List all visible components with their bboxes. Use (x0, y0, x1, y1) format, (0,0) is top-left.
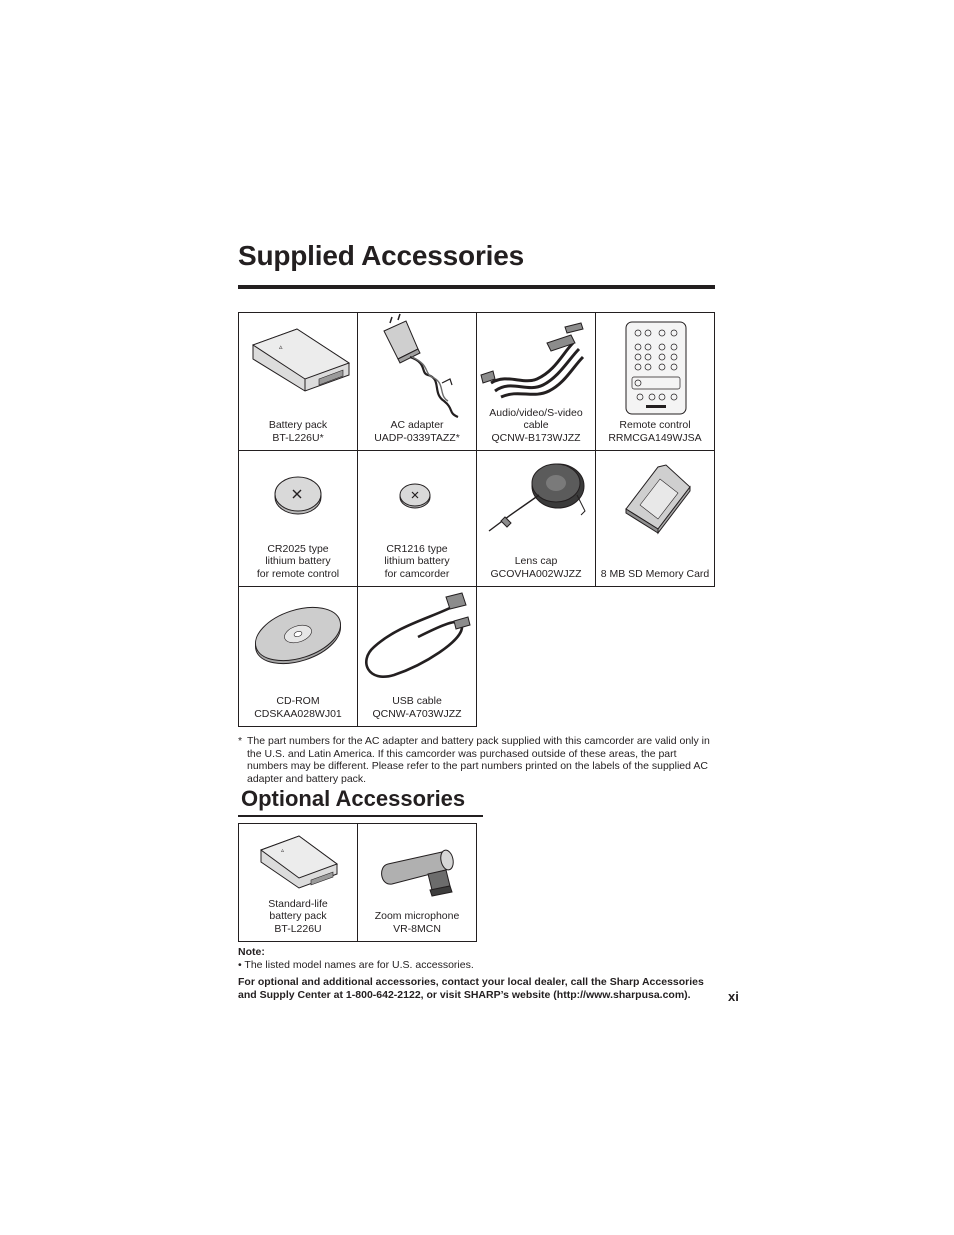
accessory-cell-ac-adapter (358, 313, 477, 451)
supplied-accessories-grid (238, 312, 715, 727)
accessory-cell-battery-pack (239, 313, 358, 451)
accessory-caption: Lens cap GCOVHA002WJZZ (490, 555, 582, 580)
accessory-caption: 8 MB SD Memory Card (600, 567, 710, 580)
cd-rom-illustration (239, 587, 357, 682)
optional-title-rule (238, 815, 483, 817)
coin-battery-large-illustration (239, 451, 357, 531)
svg-text:▵: ▵ (279, 344, 283, 351)
note-label: Note: (238, 946, 265, 958)
page-number: xi (728, 989, 739, 1004)
footnote-marker: * (238, 735, 243, 747)
accessory-cell-cr1216-battery (358, 451, 477, 587)
usb-cable-illustration (358, 587, 476, 692)
accessory-cell-av-cable (477, 313, 596, 451)
page-title: Supplied Accessories (238, 240, 524, 271)
battery-pack-illustration (239, 824, 357, 904)
accessory-caption: AC adapter UADP-0339TAZZ* (374, 419, 460, 444)
accessory-cell-zoom-microphone (358, 824, 477, 942)
ac-adapter-illustration (358, 313, 476, 423)
accessory-cell-standard-battery (239, 824, 358, 942)
accessory-caption: CD-ROM CDSKAA028WJ01 (254, 695, 342, 720)
lens-cap-illustration (477, 451, 595, 546)
accessory-caption: Battery pack BT-L226U* (268, 419, 328, 444)
accessory-caption: CR2025 type lithium battery for remote control (256, 542, 340, 580)
battery-pack-illustration (239, 313, 357, 408)
optional-accessories-title: Optional Accessories (241, 786, 466, 811)
sd-card-illustration (596, 451, 714, 536)
accessory-cell-usb-cable (358, 587, 477, 727)
title-rule (238, 285, 715, 289)
accessory-caption: Standard-life battery pack BT-L226U (268, 897, 328, 935)
note-item: • The listed model names are for U.S. accessories. (238, 959, 474, 971)
accessory-cell-remote-control (596, 313, 715, 451)
contact-text: For optional and additional accessories, contact your local dealer, call the Sharp Accessories and Supply Center at 1-800-642-2122, or visit SHARP’s website (http://www.sharpusa.com). (238, 976, 704, 1001)
accessory-caption: Remote control RRMCGA149WJSA (608, 419, 702, 444)
empty-cell (477, 587, 596, 727)
accessory-cell-sd-card (596, 451, 715, 587)
accessory-caption: Audio/video/S-video cable QCNW-B173WJZZ (489, 406, 583, 444)
accessory-cell-cd-rom (239, 587, 358, 727)
accessory-caption: USB cable QCNW-A703WJZZ (372, 695, 462, 720)
accessory-caption: CR1216 type lithium battery for camcorder (384, 542, 450, 580)
optional-accessories-grid (238, 823, 477, 942)
svg-text:▵: ▵ (281, 848, 285, 854)
av-cable-illustration (477, 313, 595, 408)
footnote-text: The part numbers for the AC adapter and battery pack supplied with this camcorder are valid only in the U.S. and Latin America. If this camcorder was purchased outside of these areas, the part numbers may be different. Please refer to the part numbers printed on the labels of the supplied AC adapter and battery pack. (247, 735, 710, 785)
accessory-cell-lens-cap (477, 451, 596, 587)
accessory-caption: Zoom microphone VR-8MCN (374, 910, 460, 935)
coin-battery-small-illustration (358, 451, 476, 531)
remote-control-illustration (596, 313, 714, 418)
accessory-cell-cr2025-battery (239, 451, 358, 587)
zoom-microphone-illustration (358, 824, 476, 904)
empty-cell (596, 587, 715, 727)
